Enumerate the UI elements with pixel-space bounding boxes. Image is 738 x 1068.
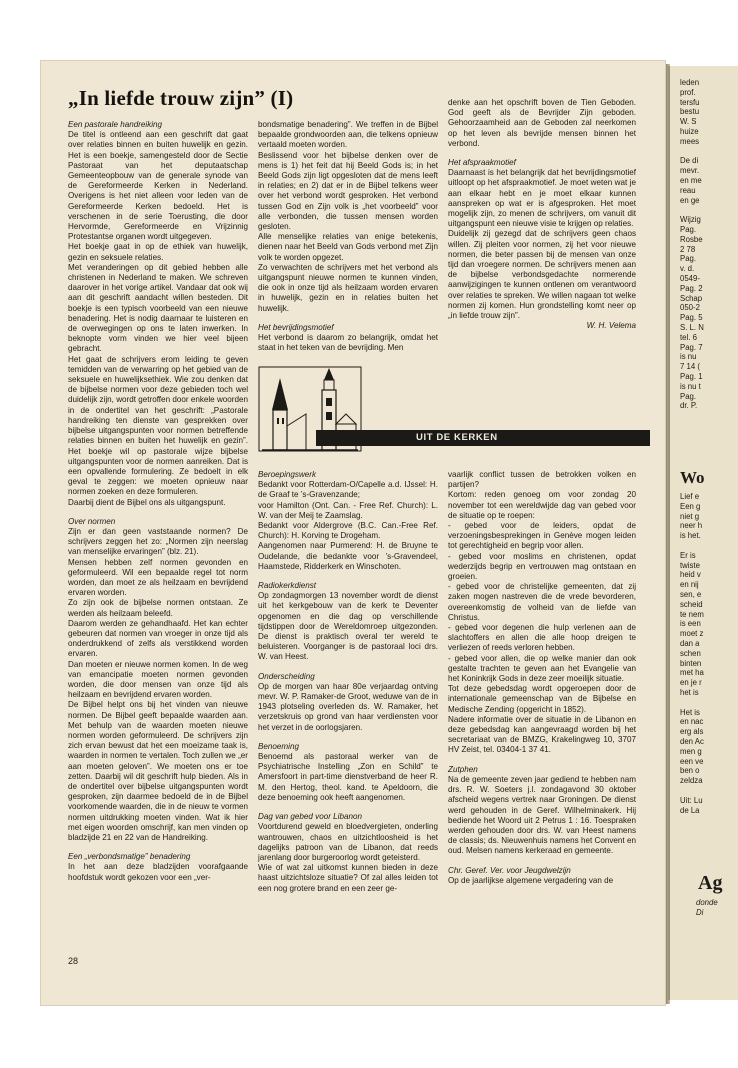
text-line: is nu [680, 352, 697, 362]
paragraph: denke aan het opschrift boven de Tien Geboden. God geeft als de Bevrijder Zijn geboden. Gehoorzaamheid aan de Geboden zal neerkomen op het leven als bevrijde mensen binnen het verbond. [448, 98, 636, 148]
text-line: leden [680, 78, 700, 87]
paragraph: De Bijbel helpt ons bij het vinden van nieuwe normen. De Bijbel geeft bepaalde waarden aan. Met behulp van de waarden moeten nieuwe normen worden geformuleerd. De schrijvers zijn zich ervan bewust dat het een moeizame taak is, waarden in normen te vertalen. Toch zullen we „er aan moeten geloven”. We moeten ons er toe zetten. Daarbij wil dit geschrift hulp bieden. Als in de ondertitel over bijbelse uitgangspunten wordt gesproken, zijn daarmee bedoeld de in de Bijbel voorkomende waarden, die in de nieuw te vormen normen uitdrukking moeten vinden. Wat ik hier met eigen woorden omschrijf, kan men vinden op bladzijde 21 en 22 van de Handreiking. [68, 700, 248, 843]
section-banner-bar [316, 430, 650, 446]
paragraph: Tot deze gebedsdag wordt opgeroepen door de internationale gemeenschap van de Bijbelse en Medische Zending (opgericht in 1852). [448, 684, 636, 714]
paragraph: Mensen hebben zelf normen gevonden en geformuleerd. Wil een bepaalde regel tot norm worden, dan moet ze als heilzaam en bevrijdend ervaren worden. [68, 557, 248, 598]
article-column-3-body [448, 98, 636, 321]
adjacent-page [668, 66, 738, 1000]
paragraph: Wie of wat zal uitkomst kunnen bieden in deze haast uitzichtsloze situatie? Of zal alles leiden tot een nog grotere brand en een zeer ge- [258, 863, 438, 893]
text-line: Pag. [680, 391, 697, 401]
text-line: Een g [680, 501, 701, 511]
paragraph: - gebed voor allen, die op welke manier dan ook gestalte trachten te geven aan het Evangelie van het Koninkrijk Gods in deze zeer moeilijk situatie. [448, 653, 636, 684]
paragraph: Bedankt voor Rotterdam-O/Capelle a.d. IJssel: H. de Graaf te ’s-Gravenzande; [258, 480, 438, 500]
text-line: is het. [680, 531, 701, 541]
page-number: 28 [68, 956, 79, 966]
text-line: heid v [680, 570, 701, 580]
text-line: Rosbe [680, 234, 703, 244]
adjacent-page-middle [680, 492, 704, 815]
paragraph: Het gaat de schrijvers erom leiding te geven temidden van de verwarring op het gebied van de seksuele en huwelijksethiek. Wie zou denken dat de bijbelse normen voor deze gebieden toch wel duidelijk zijn, wordt getroffen door enkele woorden in de ondertitel van het geschrift: „Pastorale handreiking ten dienste van gesprekken over bijbelse uitgangspunten voor normen betreffende relaties binnen en buiten het huwelijk en gezin”. Het boekje wil op pastorale wijze bijbelse uitgangspunten voor de normen aanreiken. Dat is een opvallende formulering. Ze bedoelt in elk geval te zeggen: we moeten opnieuw naar normen zoeken en deze formuleren. [68, 354, 248, 497]
text-line: 7 14 ( [680, 362, 700, 372]
church-news-column-2 [448, 470, 636, 886]
paragraph: Alle menselijke relaties van enige betekenis, dienen naar het Beeld van Gods verbond met Zijn volk te worden opgezet. [258, 232, 438, 262]
paragraph: Op zondagmorgen 13 november wordt de dienst uit het kerkgebouw van de kerk te Deventer opgenomen en die dag op verschillende tijdstippen door de Wereldomroep uitgezonden. De dienst is praktisch overal ter wereld te beluisteren. Voorganger is de pastoraal loci drs. W. van Heest. [258, 591, 438, 662]
article-author: W. H. Velema [586, 321, 636, 331]
text-line: 0549- [680, 273, 700, 283]
text-line: prof. [680, 87, 696, 97]
text-line: Er is [680, 550, 696, 560]
paragraph: vaarlijk conflict tussen de betrokken volken en partijen? [448, 470, 636, 490]
paragraph: Benoemd als pastoraal werker van de Psychiatrische Instelling „Zon en Schild” te Amersfoort in part-time dienstverband de heer R. M. den Hertog, theol. kand. te Apeldoorn, die deze benoeming ook heeft aangenomen. [258, 752, 438, 802]
paragraph: In het aan deze bladzijden voorafgaande hoofdstuk wordt gekozen voor een „ver- [68, 862, 248, 882]
text-line [680, 147, 704, 157]
text-line: sen, e [680, 589, 702, 599]
text-line: ben o [680, 766, 700, 776]
text-line: 2 78 [680, 244, 696, 254]
adjacent-page-bottom [696, 898, 718, 918]
text-line: v. d. [680, 264, 695, 274]
text-line: Lief e [680, 492, 700, 501]
paragraph: Het boekje gaat in op de ethiek van huwelijk, gezin en seksuele relaties. [68, 242, 248, 262]
paragraph: - gebed voor de leiders, opdat de verzoeningsbesprekingen in Genève mogen leiden tot gerechtigheid en begrip voor allen. [448, 521, 636, 551]
subheading: Over normen [68, 516, 116, 526]
paragraph: - gebed voor de christelijke gemeenten, dat zij zaken mogen nastreven die de vrede bevorderen, overeenkomstig de volheid van de liefde van Christus. [448, 582, 636, 622]
text-line [680, 541, 704, 551]
text-line: twiste [680, 560, 700, 570]
paragraph: Zo zijn ook de bijbelse normen ontstaan. Ze werden als heilzaam beleefd. [68, 598, 248, 618]
text-line: Pag. 1 [680, 371, 703, 381]
paragraph: Dan moeten er nieuwe normen komen. In de weg van emancipatie moeten normen gevonden worden, die door mensen van onze tijd als heilzaam en bevrijdend ervaren worden. [68, 659, 248, 700]
paragraph: Zo verwachten de schrijvers met het verbond als uitgangspunt nieuwe normen te kunnen vinden, die ook in onze tijd als heilzaam worden ervaren in huwelijk, gezin en in relaties buiten het huwelijk. [258, 262, 438, 313]
paragraph: Op de jaarlijkse algemene vergadering van de [448, 875, 614, 885]
text-line: moet z [680, 629, 704, 639]
text-line: tel. 6 [680, 332, 697, 342]
paragraph: Met veranderingen op dit gebied hebben alle christenen in Nederland te maken. We schreven daarover in het vorige artikel. Vandaar dat ook wij aan dit geschrift aandacht willen besteden. Dit boekje is een typisch voorbeeld van een nieuwe benadering. Het is nodig daarnaar te luisteren en de overwegingen op ons te laten inwerken. In beknopte vorm vinden we hier veel bijeen gebracht. [68, 262, 248, 354]
text-line: een ve [680, 756, 704, 766]
paragraph: Duidelijk zij gezegd dat de schrijvers geen chaos willen. Zij pleiten voor normen, zij het voor nieuwe normen, die beter passen bij de mensen van onze tijd dan vroegere normen. De schrijvers menen aan de bijbelse verbondsgedachte normerende aanwijzigingen te kunnen ontlenen om verantwoord over relaties te spreken. We willen nagaan tot welke normen zij komen. Hun grondstelling komt neer op „in liefde trouw zijn”. [448, 229, 636, 321]
text-line: mees [680, 136, 700, 146]
text-line: tersfu [680, 97, 700, 107]
paragraph: Daarom werden ze gehandhaafd. Het kan echter gebeuren dat normen van vroeger in onze tijd als onderdrukkend of zelfs als verstikkend worden ervaren. [68, 618, 248, 659]
text-line: is nu t [680, 381, 701, 391]
text-line [680, 205, 704, 215]
text-line: te nem [680, 609, 704, 619]
text-line: den Ac [680, 736, 704, 746]
paragraph: Kortom: reden genoeg om voor zondag 20 november tot een wereldwijde dag van gebed voor de situatie op te roepen: [448, 490, 636, 520]
paragraph: Op de morgen van haar 80e verjaardag ontving mevr. W. P. Ramaker-de Groot, weduwe van de in 1943 plotseling overleden ds. W. Ramaker, het verzetskruis op grond van haar verdiensten voor het verzet in de oorlogsjaren. [258, 681, 438, 732]
subheading: Radiokerkdienst [258, 581, 317, 591]
subheading: Het afspraakmotief [448, 158, 516, 168]
subheading: Een pastorale handreiking [68, 120, 163, 129]
text-line: en nij [680, 580, 699, 590]
text-line: dan a [680, 638, 700, 648]
text-line: dr. P. [680, 401, 698, 411]
paragraph: Nadere informatie over de situatie in de Libanon en deze gebedsdag kan aangevraagd worden bij het secretariaat van de BMZG, Krakelingweg 10, 3707 HV Zeist, tel. 03404-1 37 41. [448, 714, 636, 755]
text-line: scheid [680, 599, 703, 609]
paragraph: - gebed voor degenen die hulp verlenen aan de slachtoffers en allen die alle hoop dreigen te verliezen of reeds verloren hebben. [448, 623, 636, 653]
paragraph: Het verbond is daarom zo belangrijk, omdat het staat in het teken van de bevrijding. Men [258, 333, 438, 353]
text-line [680, 698, 704, 708]
section-banner-label: UIT DE KERKEN [416, 432, 498, 443]
text-line: en ge [680, 195, 700, 205]
text-line: W. S [680, 117, 697, 127]
text-line: de La [680, 805, 700, 815]
adjacent-heading-2: Ag [698, 872, 723, 894]
text-line: en nac [680, 717, 704, 727]
text-line: Pag. 7 [680, 342, 703, 352]
text-line: donde [696, 898, 718, 907]
text-line: en je r [680, 678, 702, 688]
adjacent-heading-1: Wo [680, 468, 705, 487]
text-line: niet g [680, 511, 700, 521]
adjacent-page-top [680, 78, 704, 411]
section-banner [258, 422, 650, 450]
text-line: mevr. [680, 166, 700, 176]
text-line: Uit: Lu [680, 795, 703, 805]
text-line: is een [680, 619, 701, 629]
subheading: Onderscheiding [258, 671, 315, 681]
text-line: Pag. 2 [680, 283, 703, 293]
text-line: S. L. N [680, 322, 704, 332]
text-line: met ha [680, 668, 704, 678]
subheading: Zutphen [448, 764, 478, 774]
paragraph: voor Hamilton (Ont. Can. - Free Ref. Church): L. W. van der Meij te Zaamslag. [258, 500, 438, 520]
text-line: en me [680, 175, 702, 185]
magazine-page [40, 60, 666, 1006]
text-line: Pag. 5 [680, 313, 703, 323]
paragraph: Beslissend voor het bijbelse denken over de mens is 1) het feit dat hij Beeld Gods is; in het Beeld Gods zijn ligt opgesloten dat de mens leeft in relaties; en 2) dat er in de Bijbel telkens weer over het verbond wordt gesproken. Het verbond tussen God en Zijn volk is „het voorbeeld” voor alle verbonden, die tussen mensen worden gesloten. [258, 150, 438, 232]
church-news-column-1 [258, 470, 438, 894]
text-line: erg als [680, 727, 704, 737]
text-line: Pag. [680, 224, 697, 234]
text-line: schen [680, 648, 701, 658]
paragraph: - gebed voor moslims en christenen, opdat wederzijds begrip en vertrouwen mag ontstaan en groeien. [448, 551, 636, 582]
article-column-1 [68, 120, 248, 883]
subheading: Het bevrijdingsmotief [258, 322, 334, 332]
paragraph: Bedankt voor Aldergrove (B.C. Can.-Free Ref. Church): H. Korving te Drogeham. [258, 521, 438, 541]
text-line: neer h [680, 521, 703, 531]
text-line: het is [680, 687, 699, 697]
text-line: Het is [680, 707, 700, 717]
text-line: reau [680, 185, 696, 195]
text-line: huize [680, 126, 699, 136]
subheading: Benoeming [258, 741, 299, 751]
paragraph: De titel is ontleend aan een geschrift dat gaat over relaties binnen en buiten huwelijk en gezin. Het is een boekje, samengesteld door de Sectie Pastoraat van het deputaatschap Gemeenteopbouw van de generale synode van de Gereformeerde Kerken in Nederland. Overigens is het niet alleen voor leden van de Gereformeerde Kerken bedoeld. Het is verschenen in de serie Toerusting, die door Hervormde, Gereformeerde en Vrijzinnig Protestantse organen wordt uitgegeven. [68, 130, 248, 242]
text-line: zeldza [680, 776, 703, 786]
subheading: Dag van gebed voor Libanon [258, 812, 362, 822]
text-line: 050-2 [680, 303, 700, 313]
paragraph: Aangenomen naar Purmerend: H. de Bruyne te Oudelande, die bedankte voor ’s-Gravendeel, Haamstede, Ridderkerk en Winschoten. [258, 541, 438, 571]
article-column-2 [258, 120, 438, 353]
article-title: „In liefde trouw zijn” (I) [68, 86, 294, 110]
subheading: Een „verbondsmatige” benadering [68, 852, 191, 862]
paragraph: Daarbij dient de Bijbel ons als uitgangspunt. [68, 497, 226, 507]
text-line: bestu [680, 107, 700, 117]
text-line: men g [680, 746, 702, 756]
paragraph: bondsmatige benadering”. We treffen in de Bijbel bepaalde grondwoorden aan, die telkens opnieuw vertaald moeten worden. [258, 120, 438, 150]
text-line: binten [680, 658, 702, 668]
text-line: Pag. [680, 254, 697, 264]
subheading: Chr. Geref. Ver. voor Jeugdwelzijn [448, 865, 571, 875]
paragraph: Voortdurend geweld en bloedvergieten, onderling wantrouwen, chaos en uitzichtloosheid is het dagelijks patroon van de Libanon, dat reeds jarenlang door burgeroorlog wordt geteisterd. [258, 822, 438, 862]
text-line: Wijzig [680, 215, 701, 225]
subheading: Beroepingswerk [258, 470, 317, 479]
text-line [680, 786, 704, 796]
article-column-3 [448, 98, 636, 331]
paragraph: Daarnaast is het belangrijk dat het bevrijdingsmotief uitloopt op het afspraakmotief. Je moet weten wat je aan elkaar hebt en je moet elkaar kunnen aanspreken op wat er is afgesproken. Het moet mogelijk zijn, zo menen de schrijvers, om vanuit dit uitgangspunt een nieuwe visie te krijgen op relaties. [448, 168, 636, 229]
text-line: De di [680, 156, 699, 166]
paragraph: Na de gemeente zeven jaar gediend te hebben nam drs. R. W. Soeters j.l. zondagavond 30 oktober afscheid wegens vertrek naar Groningen. De dienst werd gehouden in de Geref. Wilhelminakerk. Hij bediende het Woord uit 2 Petrus 1 : 16. Toespraken werden gehouden door drs. W. van Heest namens de classis; ds. Nieuwenhuis namens het Convent en oud. Melsen namens kerkeraad en gemeente. [448, 774, 636, 856]
paragraph: Zijn er dan geen vaststaande normen? De schrijvers zeggen het zo: „Normen zijn neerslag van menselijke ervaringen” (blz. 21). [68, 526, 248, 557]
text-line: Schap [680, 293, 703, 303]
text-line: Di [696, 907, 704, 917]
